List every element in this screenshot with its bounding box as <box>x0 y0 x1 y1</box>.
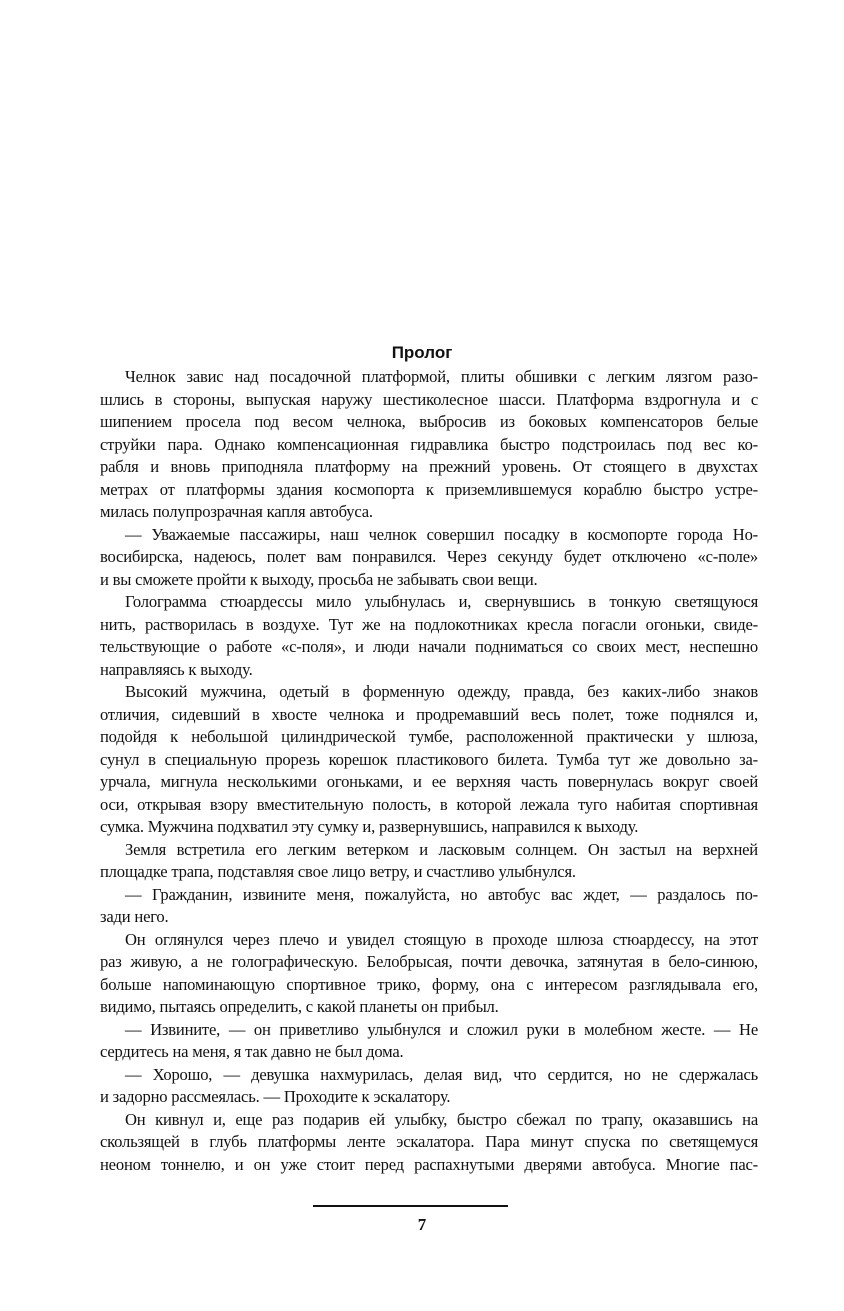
text-line: шипением просела под весом челнока, выбросив из боковых компенсаторов белые <box>100 412 758 431</box>
text-line: Голограмма стюардессы мило улыбнулась и, свернувшись в тонкую светящуюся <box>125 592 758 611</box>
text-line: видимо, пытаясь определить, с какой планеты он прибыл. <box>100 997 499 1016</box>
text-line: восибирска, надеюсь, полет вам понравился. Через секунду будет отключено «с-поле» <box>100 547 758 566</box>
text-line: площадке трапа, подставляя свое лицо ветру, и счастливо улыбнулся. <box>100 862 576 881</box>
text-line: милась полупрозрачная капля автобуса. <box>100 502 373 521</box>
text-line: и задорно рассмеялась. — Проходите к эскалатору. <box>100 1087 451 1106</box>
text-line: — Уважаемые пассажиры, наш челнок совершил посадку в космопорте города Но- <box>125 524 758 544</box>
text-line: и вы сможете пройти к выходу, просьба не забывать свои вещи. <box>100 569 538 589</box>
text-line: Он кивнул и, еще раз подарив ей улыбку, быстро сбежал по трапу, оказавшись на <box>125 1109 758 1129</box>
footer-rule <box>313 1205 508 1207</box>
text-line: — Гражданин, извините меня, пожалуйста, но автобус вас ждет, — раздалось по- <box>125 884 758 904</box>
text-line: направляясь к выходу. <box>100 659 253 679</box>
text-line: подойдя к небольшой цилиндрической тумбе, расположенной практически у шлюза, <box>100 727 758 746</box>
text-line: нить, растворилась в воздухе. Тут же на подлокотниках кресла погасли огоньки, свиде- <box>100 614 758 634</box>
text-line: сунул в специальную прорезь корешок пластикового билета. Тумба тут же довольно за- <box>100 749 758 769</box>
text-line: — Извините, — он приветливо улыбнулся и сложил руки в молебном жесте. — Не <box>125 1019 758 1039</box>
text-line: раз живую, а не голографическую. Белобрысая, почти девочка, затянутая в бело-синюю, <box>100 952 758 971</box>
text-line: Челнок завис над посадочной платформой, плиты обшивки с легким лязгом разо- <box>125 367 758 386</box>
text-line: рабля и вновь приподняла платформу на прежний уровень. От стоящего в двухстах <box>100 457 758 476</box>
text-line: оси, открывая взору вместительную полость, в которой лежала туго набитая спортивная <box>100 794 758 814</box>
text-line: зади него. <box>100 907 169 926</box>
text-line: больше напоминающую спортивное трико, форму, она с интересом разглядывала его, <box>100 974 758 994</box>
text-line: струйки пара. Однако компенсационная гидравлика быстро подстроилась под вес ко- <box>100 434 758 454</box>
text-line: — Хорошо, — девушка нахмурилась, делая вид, что сердится, но не сдержалась <box>125 1064 758 1084</box>
body-text <box>100 366 758 1176</box>
chapter-title: Пролог <box>391 343 453 362</box>
text-line: урчала, мигнула несколькими огоньками, и ее верхняя часть повернулась вокруг своей <box>100 772 758 791</box>
text-line: отличия, сидевший в хвосте челнока и продремавший весь полет, тоже поднялся и, <box>100 704 758 724</box>
text-line: сумка. Мужчина подхватил эту сумку и, развернувшись, направился к выходу. <box>100 817 639 836</box>
page-number: 7 <box>417 1215 427 1234</box>
text-line: Он оглянулся через плечо и увидел стоящую в проходе шлюза стюардессу, на этот <box>125 929 758 949</box>
text-line: Земля встретила его легким ветерком и ласковым солнцем. Он застыл на верхней <box>125 839 758 859</box>
text-line: тельствующие о работе «с-поля», и люди начали подниматься со своих мест, неспешно <box>100 637 758 656</box>
text-line: шлись в стороны, выпуская наружу шестиколесное шасси. Платформа вздрогнула и с <box>100 389 758 409</box>
text-line: сердитесь на меня, я так давно не был дома. <box>100 1042 404 1061</box>
text-line: метрах от платформы здания космопорта к приземлившемуся кораблю быстро устре- <box>100 479 758 499</box>
text-line: Высокий мужчина, одетый в форменную одежду, правда, без каких-либо знаков <box>125 682 758 701</box>
text-line: неоном тоннелю, и он уже стоит перед распахнутыми дверями автобуса. Многие пас- <box>100 1154 758 1174</box>
text-line: скользящей в глубь платформы ленте эскалатора. Пара минут спуска по светящемуся <box>100 1132 758 1151</box>
